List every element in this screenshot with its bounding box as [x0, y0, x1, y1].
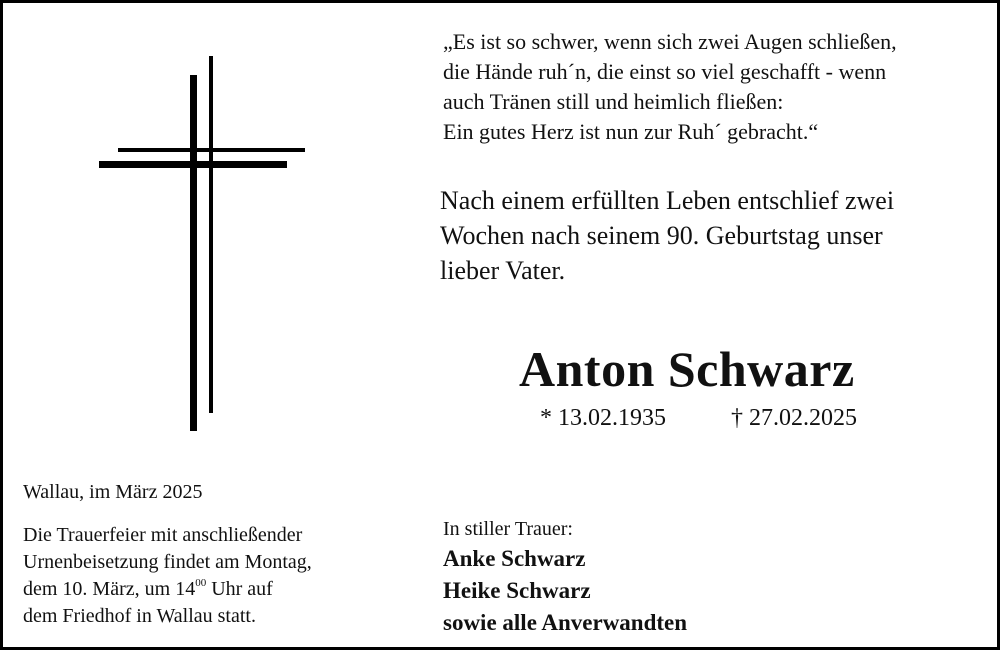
funeral-time-rest: Uhr auf	[206, 578, 273, 600]
funeral-line: Die Trauerfeier mit anschließender	[23, 524, 303, 546]
announcement-line: Wochen nach seinem 90. Geburtstag unser	[440, 221, 883, 250]
mourners-list	[443, 543, 687, 639]
quote-line: auch Tränen still und heimlich fließen:	[443, 89, 784, 114]
funeral-details	[23, 522, 403, 630]
place-and-date: Wallau, im März 2025	[23, 481, 203, 503]
quote-line: „Es ist so schwer, wenn sich zwei Augen schließen,	[443, 29, 897, 54]
funeral-time-minutes: 00	[195, 577, 207, 589]
mourner-name: Anke Schwarz	[443, 546, 586, 571]
funeral-line: dem Friedhof in Wallau statt.	[23, 605, 256, 627]
funeral-line	[23, 576, 403, 603]
memorial-quote	[443, 27, 991, 147]
announcement-line: lieber Vater.	[440, 256, 566, 285]
mourning-label: In stiller Trauer:	[443, 518, 573, 540]
deceased-name: Anton Schwarz	[519, 341, 855, 397]
quote-line: die Hände ruh´n, die einst so viel geschafft - wenn	[443, 59, 887, 84]
cross-horizontal-bar-thick	[99, 161, 287, 168]
announcement-text	[440, 183, 980, 288]
death-date: † 27.02.2025	[731, 405, 857, 431]
quote-line: Ein gutes Herz ist nun zur Ruh´ gebracht.“	[443, 119, 819, 144]
cross-vertical-bar-thick	[190, 75, 197, 431]
cross-vertical-bar-thin	[209, 56, 213, 413]
cross-horizontal-bar-thin	[118, 148, 305, 152]
funeral-time-text: dem 10. März, um 14	[23, 578, 196, 600]
funeral-line: Urnenbeisetzung findet am Montag,	[23, 551, 312, 573]
mourner-name: Heike Schwarz	[443, 578, 591, 603]
birth-date: * 13.02.1935	[540, 405, 666, 431]
mourner-name: sowie alle Anverwandten	[443, 610, 688, 635]
announcement-line: Nach einem erfüllten Leben entschlief zwei	[440, 186, 895, 215]
